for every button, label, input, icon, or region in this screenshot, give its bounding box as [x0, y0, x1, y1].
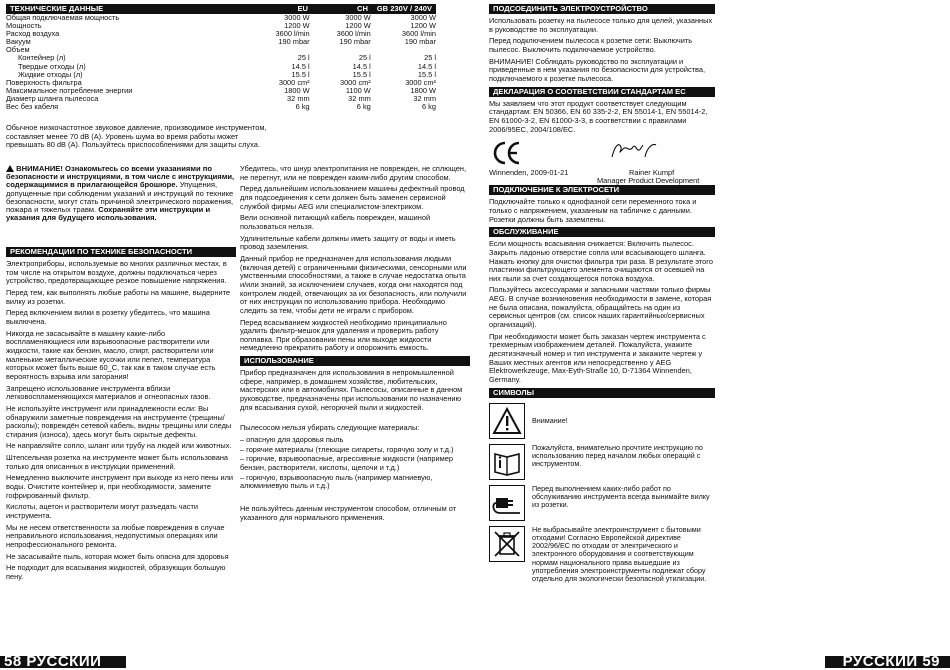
forbidden-item: – опасную для здоровья пыль	[240, 435, 344, 445]
usage-header: ИСПОЛЬЗОВАНИЕ	[240, 356, 470, 366]
spec-label: Контейнер (л)	[18, 53, 66, 63]
connect-paragraph: Перед подключением пылесоса к розетке сети: Выключить пылесос. Выключить подключаемое устройство.	[489, 36, 693, 54]
spec-gb: 1200 W	[410, 21, 436, 31]
spec-eu: 1200 W	[284, 21, 310, 31]
spec-eu: 3600 l/min	[275, 29, 310, 39]
symbols-body	[489, 403, 715, 583]
spec-row	[6, 30, 436, 38]
symbol-row	[489, 403, 715, 439]
safety-paragraph: Не подходит для всасывания жидкостей, образующих большую пену.	[6, 563, 226, 581]
spec-gb: 3000 W	[410, 13, 436, 22]
mains-text: Подключайте только к однофазной сети переменного тока и только с напряжением, указанным на табличке с данными. Розетки должны быть заземлены.	[489, 197, 697, 224]
spec-gb: 1800 W	[410, 85, 436, 95]
spec-eu: 190 mbar	[278, 37, 310, 47]
symbol-row	[489, 485, 715, 521]
safety-paragraph: Не используйте инструмент или принадлежности если: Вы обнаружили заметные повреждения на инструменте (трещины/расколы); повреждён сетевой кабель, видны трещины или следы стирания (износа), здесь могут быть скрытые дефекты.	[6, 403, 232, 439]
service-body	[489, 240, 715, 385]
safety-body	[6, 260, 236, 582]
forbidden-intro: Пылесосом нельзя убирать следующие материалы:	[240, 423, 420, 433]
spec-eu: 15.5 l	[291, 69, 310, 79]
safety-paragraph: Удлинительные кабели должны иметь защиту от воды и иметь провод заземления.	[240, 233, 456, 252]
tech-data-header: ТЕХНИЧЕСКИЕ ДАННЫЕ EU CH GB 230V / 240V	[6, 4, 436, 14]
spec-eu: 14.5 l	[291, 61, 310, 71]
safety-section	[6, 247, 236, 585]
spec-gb: 14.5 l	[417, 61, 436, 71]
spec-ch: 6 kg	[356, 102, 371, 112]
ce-mark-icon	[493, 139, 521, 167]
declaration-name: Rainer Kumpf	[629, 168, 675, 178]
page-number: 58	[4, 653, 22, 670]
safety-paragraph: Никогда не засасывайте в машину какие-либо воспламеняющиеся или взрывоопасные растворители или жидкости, такие как бензин, масло, спирт, растворители или маленькие металлические кусочки или пепел, температура которых может быть выше 60_C, так как в таком случае есть вероятность взрыва или загорания!	[6, 328, 216, 381]
safety-paragraph: Мы не несем ответственности за любые повреждения в случае неправильного использования, недопустимых операциях или непрофессионального ремонта.	[6, 522, 225, 550]
symbol-text: Пожалуйста, внимательно прочтите инструкцию по использованию перед началом любых операций с инструментом.	[532, 442, 703, 469]
safety-paragraph: Кислоты, ацетон и растворители могут разъедать части инструмента.	[6, 502, 198, 521]
spec-label: Диаметр шланга пылесоса	[6, 93, 99, 103]
safety-paragraph: Перед всасыванием жидкостей необходимо принципиально удалить фильтр-мешок для удаления и проверить работу поплавка. При образовании пены или выходе жидкости немедленно прекратить работу и опорожнить емкость.	[240, 317, 447, 353]
closing-text: Не пользуйтесь данным инструментом способом, отличным от указанного для нормального применения.	[240, 504, 457, 522]
spec-row	[6, 103, 436, 111]
usage-text: Прибор предназначен для использования в непромышленной сфере, например, в домашнем хозяйстве, любительских, мастерских или в автомобилях. Пылесосы, описанные в данном руководстве, предназначены при использовании по назначению для всасывания сухой, негорючей пыли и жидкостей.	[240, 368, 463, 412]
spec-label: Максимальное потребление энергии	[6, 85, 133, 95]
warning-title: ВНИМАНИЕ!	[16, 165, 63, 173]
spec-row	[6, 46, 436, 54]
spec-label: Поверхность фильтра	[6, 77, 82, 87]
spec-ch: 3000 W	[345, 13, 371, 22]
spec-label: Жидкие отходы (л)	[18, 69, 83, 79]
unplug-icon	[489, 485, 525, 521]
spec-eu: 25 l	[297, 53, 310, 63]
warning-save: Сохраняйте эти инструкции и указания для будущего использования.	[6, 205, 211, 223]
safety-paragraph: Не направляйте сопло, шланг или трубу на людей или животных.	[6, 441, 232, 451]
declaration-text: Мы заявляем что этот продукт соответствует следующим стандартам: EN 50366, EN 60 335-2-2, EN 55014-1, EN 55014-2, EN 61000-3-2, EN 61000-3-3, в соответствии с правилами 2006/95EC, 2004/108/EC.	[489, 98, 708, 134]
spec-ch: 1100 W	[345, 85, 371, 95]
spec-eu: 3000 cm²	[278, 77, 310, 87]
spec-ch: 32 mm	[348, 93, 371, 103]
tech-data-section	[6, 4, 436, 111]
symbol-text: Внимание!	[532, 415, 568, 425]
spec-label: Твердые отходы (л)	[18, 61, 86, 71]
connect-section	[489, 4, 715, 588]
safety-paragraph: Перед включением вилки в розетку убедитесь, что машина выключена.	[6, 308, 210, 326]
page-number: 59	[922, 653, 940, 670]
footer-59	[475, 654, 950, 670]
safety-paragraph: Данный прибор не предназначен для использования людьми (включая детей) с ограниченными физическими, сенсорными или умственными способностями, а также в случае недостатка опыта и/или знаний, за исключением случаев, когда они находятся под контролем людей, отвечающих за их безопасность, или получили от них инструкции по использованию прибора. Необходимо следить за тем, чтобы дети не играли с прибором.	[240, 253, 467, 315]
footer-language: РУССКИЙ	[842, 653, 918, 670]
safety-paragraph: Немедленно выключите инструмент при выходе из него пены или воды. Очистите контейнер и, при необходимости, замените гофрированный фильтр.	[6, 473, 234, 500]
safety-paragraph: Электроприборы, используемые во многих различных местах, в том числе на открытом воздухе, должны подключаться через устройство, предотвращающее резкое повышение напряжения.	[6, 259, 227, 286]
safety-paragraph: Запрещено использование инструмента вблизи легковоспламеняющихся материалов и огнеопасных газов.	[6, 383, 211, 402]
spec-label: Расход воздуха	[6, 29, 60, 39]
declaration-title: Manager Product Development	[597, 176, 700, 186]
footer-language: РУССКИЙ	[26, 653, 102, 670]
read-manual-icon	[489, 444, 525, 480]
spec-label: Вакуум	[6, 37, 31, 47]
spec-ch: 1200 W	[345, 21, 371, 31]
spec-row	[6, 95, 436, 103]
crossed-bin-icon	[489, 526, 525, 562]
symbol-text: Не выбрасывайте электроинструмент с бытовыми отходами! Согласно Европейской директиве 2002/96/EC по отходам от электрического и электронного оборудования и соответствующим нормам национального права вышедшие из употребления электроинструменты подлежат сбору отдельно для экологически безопасной утилизации.	[532, 524, 707, 583]
spec-label: Общая подключаемая мощность	[6, 13, 120, 22]
spec-eu: 3000 W	[284, 13, 310, 22]
spec-label: Мощность	[6, 21, 42, 31]
spec-label: Объем	[6, 45, 30, 55]
footer-58	[0, 654, 475, 670]
spec-ch: 3000 cm²	[339, 77, 371, 87]
warning-triangle-icon	[489, 403, 525, 439]
safety-header: РЕКОМЕНДАЦИИ ПО ТЕХНИКЕ БЕЗОПАСНОСТИ	[6, 247, 236, 257]
declaration-place: Winnenden, 2009-01-21	[489, 168, 569, 178]
safety-paragraph: Не засасывайте пыль, которая может быть опасна для здоровья	[6, 551, 229, 561]
spec-ch: 190 mbar	[339, 37, 371, 47]
declaration-signature-block	[489, 137, 715, 186]
spec-eu: 6 kg	[295, 102, 310, 112]
right-column-body	[240, 165, 470, 353]
safety-paragraph: Перед тем, как выполнять любые работы на машине, выдерните вилку из розетки.	[6, 287, 231, 306]
symbol-row	[489, 444, 715, 480]
safety-paragraph: Штепсельная розетка на инструменте может быть использована только для описанных в инструкции применений.	[6, 453, 229, 471]
forbidden-list	[240, 436, 470, 491]
service-header: ОБСЛУЖИВАНИЕ	[489, 227, 715, 237]
spec-label: Вес без кабеля	[6, 102, 59, 112]
connect-body	[489, 17, 715, 84]
safety-paragraph: Убедитесь, что шнур электропитания не поврежден, не сплющен, не перегнут, или не поврежден каким-либо другим способом.	[240, 165, 467, 182]
spec-row	[6, 38, 436, 46]
spec-ch: 14.5 l	[352, 61, 371, 71]
forbidden-item: – горючую, взрывоопасную пыль (например магниевую, алюминиевую пыль и т.д.)	[240, 472, 433, 491]
mains-header: ПОДКЛЮЧЕНИЕ К ЭЛЕКТРОСЕТИ	[489, 185, 715, 195]
forbidden-item: – горячие материалы (тлеющие сигареты, горячую золу и т.д.)	[240, 444, 454, 454]
right-column	[240, 165, 470, 525]
spec-gb: 15.5 l	[417, 69, 436, 79]
warning-small-icon	[6, 165, 14, 172]
spec-table	[6, 14, 436, 111]
connect-paragraph: ВНИМАНИЕ! Соблюдать руководство по эксплуатации и приведенные в нем указания по безопасности для устройства, подключаемого к розетке пылесоса.	[489, 56, 706, 83]
warning-block	[6, 165, 236, 225]
safety-paragraph: Перед дальнейшим использованием машины дефектный провод для подсоединения к сети должен быть заменен сервисной службой фирмы AEG или специалистом-электриком.	[240, 184, 465, 211]
symbol-text: Перед выполнением каких-либо работ по обслуживанию инструмента всегда вынимайте вилку из розетки.	[532, 483, 710, 510]
spec-gb: 25 l	[424, 53, 436, 63]
spec-gb: 190 mbar	[404, 37, 436, 47]
spec-gb: 32 mm	[413, 93, 436, 103]
service-paragraph: Пользуйтесь аксессуарами и запасными частями только фирмы AEG. В случае возникновения необходимости в замене, которая не была описана, пожалуйста, обращайтесь на один из сервисных центров (см. список наших гарантийных/сервисных организаций).	[489, 285, 712, 330]
noise-text: Обычное низкочастотное звуковое давление, производимое инструментом, составляет менее 70 dB (A). Уровень шума во время работы может превышать 80 dB (A). Пользуйтесь приспособлениями для защиты слуха.	[6, 124, 267, 150]
symbols-header: СИМВОЛЫ	[489, 388, 715, 398]
declaration-header: ДЕКЛАРАЦИЯ О СООТВЕТСТВИИ СТАНДАРТАМ ЕС	[489, 87, 715, 97]
connect-paragraph: Использовать розетку на пылесосе только для целей, указанных в руководстве по эксплуатации.	[489, 16, 713, 34]
spec-row	[6, 22, 436, 30]
symbol-row	[489, 526, 715, 583]
warning-bold: Ознакомьтесь со всеми указаниями по безопасности и инструкциями, в том числе с инструкциями, содержащимися в прилагающейся брошюре.	[6, 165, 235, 190]
signature-icon	[609, 139, 659, 161]
spec-ch: 3600 l/min	[336, 29, 371, 39]
service-paragraph: Если мощность всасывания снижается: Включить пылесос. Закрыть ладонью отверстие сопла или всасывающего шланга. Нажать кнопку для очистки фильтра три раза. В результате этого пластинки фильтрующего элемента очищаются от осевшей на них пыли за счет создающегося потока воздуха.	[489, 239, 713, 283]
spec-gb: 3600 l/min	[401, 29, 436, 39]
spec-row	[6, 14, 436, 22]
spec-gb: 6 kg	[422, 102, 436, 112]
spec-eu: 32 mm	[287, 93, 310, 103]
warning-text: Упущения, допущенные при соблюдении указаний и инструкций по технике безопасности, могут стать причиной электрического поражения, пожара и тяжелых травм.	[6, 180, 234, 215]
spec-gb: 3000 cm²	[405, 77, 436, 87]
forbidden-item: – горючие, взрывоопасные, агрессивные жидкости (например бензин, растворители, кислоты, щелочи и т.д.)	[240, 454, 453, 473]
spec-ch: 15.5 l	[352, 69, 371, 79]
page-59	[475, 0, 950, 670]
connect-header: ПОДСОЕДИНИТЬ ЭЛЕКТРОУСТРОЙСТВО	[489, 4, 715, 14]
safety-paragraph: Вели основной питающий кабель поврежден, машиной пользоваться нельзя.	[240, 213, 431, 231]
service-paragraph: При необходимости может быть заказан чертеж инструмента с трехмерным изображением деталей. Пожалуйста, укажите десятизначный номер и тип инструмента и закажите чертеж у Ваших местных агентов или непосредственно у AEG Elektrowerkzeuge, Max-Eyth-Straße 10, D-71364 Winnenden, Germany.	[489, 331, 706, 385]
spec-eu: 1800 W	[284, 85, 310, 95]
spec-ch: 25 l	[358, 53, 371, 63]
